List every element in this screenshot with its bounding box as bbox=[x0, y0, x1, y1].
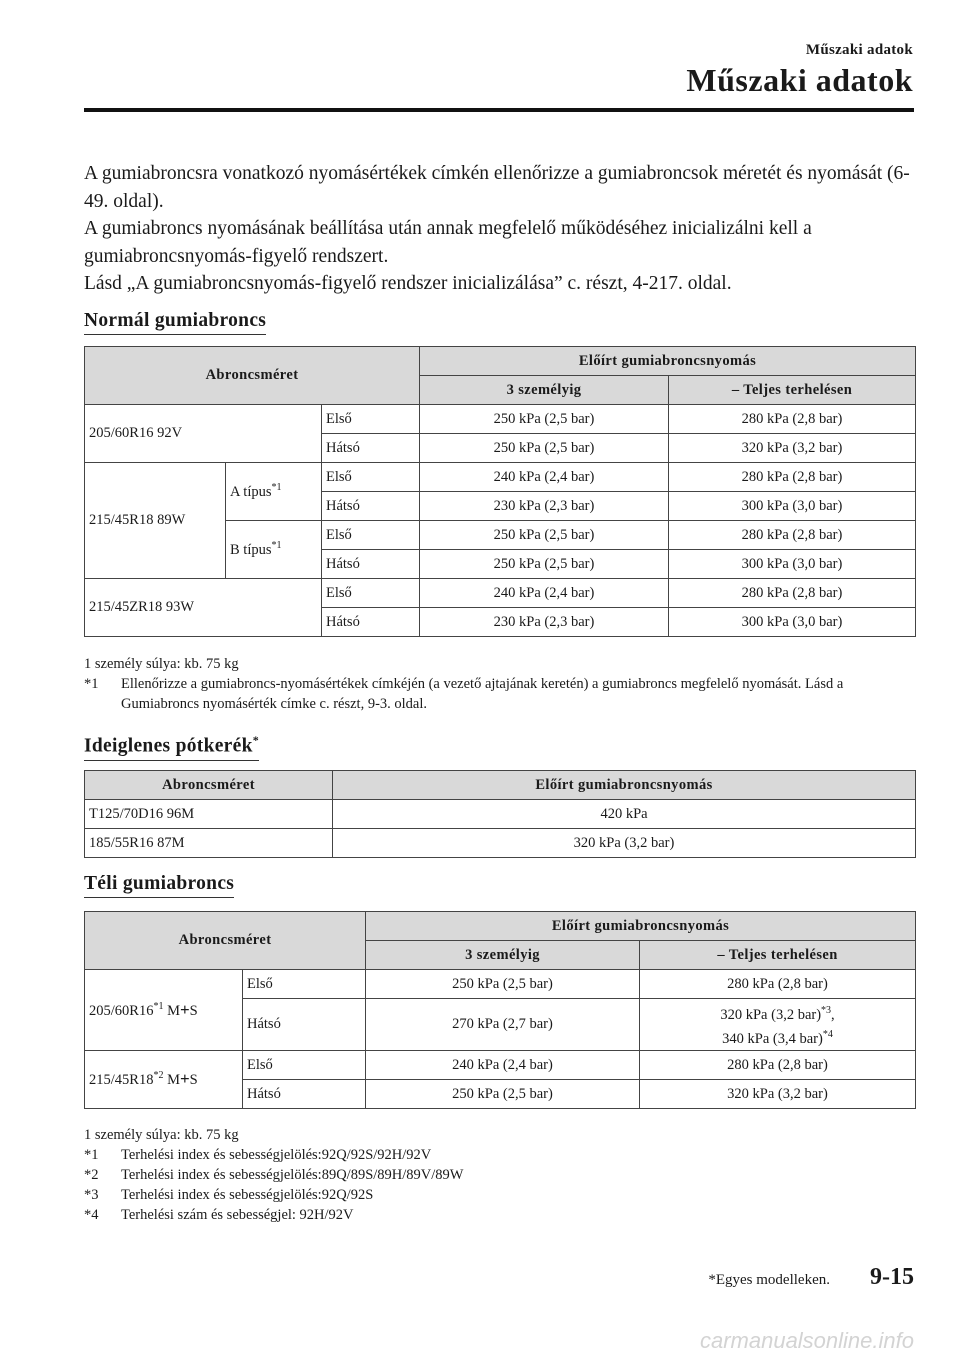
axle-rear: Hátsó bbox=[243, 1080, 366, 1109]
winter-notes bbox=[84, 1125, 914, 1225]
axle-front: Első bbox=[243, 970, 366, 999]
pressure-value: 280 kPa (2,8 bar) bbox=[669, 463, 916, 492]
pressure-value: 270 kPa (2,7 bar) bbox=[366, 999, 640, 1051]
pressure-value: 230 kPa (2,3 bar) bbox=[420, 608, 669, 637]
pressure-value: 300 kPa (3,0 bar) bbox=[669, 492, 916, 521]
pressure-value: 320 kPa (3,2 bar)$^{*3}$, 340 kPa (3,4 bar)$^{*4}$ bbox=[640, 999, 916, 1051]
pressure-value: 250 kPa (2,5 bar) bbox=[366, 970, 640, 999]
header-size: Abroncsméret bbox=[85, 912, 366, 970]
pressure-value: 320 kPa (3,2 bar) bbox=[640, 1080, 916, 1109]
pressure-value: 280 kPa (2,8 bar) bbox=[669, 405, 916, 434]
page-number: 9-15 bbox=[870, 1264, 914, 1290]
pressure-value: 250 kPa (2,5 bar) bbox=[420, 550, 669, 579]
pressure-value: 280 kPa (2,8 bar) bbox=[640, 970, 916, 999]
tyre-size: T125/70D16 96M bbox=[85, 800, 333, 829]
tyre-type-a: A típus$^{*1}$ bbox=[226, 463, 322, 521]
pressure-value: 240 kPa (2,4 bar) bbox=[420, 579, 669, 608]
note-weight: 1 személy súlya: kb. 75 kg bbox=[84, 656, 239, 672]
axle-front: Első bbox=[322, 405, 420, 434]
tyre-size: 205/60R16 92V bbox=[85, 405, 322, 463]
header-3-persons: 3 személyig bbox=[420, 376, 669, 405]
pressure-value: 300 kPa (3,0 bar) bbox=[669, 608, 916, 637]
axle-front: Első bbox=[243, 1051, 366, 1080]
normal-tyre-table bbox=[84, 346, 916, 637]
intro-paragraph: A gumiabroncs nyomásának beállítása után annak megfelelő működéséhez inicializálni kell a gumiabroncsnyomás-figyelő rendszert. bbox=[84, 218, 812, 267]
header-size: Abroncsméret bbox=[85, 771, 333, 800]
pressure-value: 250 kPa (2,5 bar) bbox=[420, 434, 669, 463]
pressure-value: 300 kPa (3,0 bar) bbox=[669, 550, 916, 579]
header-pressure: Előírt gumiabroncsnyomás bbox=[420, 347, 916, 376]
pressure-value: 280 kPa (2,8 bar) bbox=[640, 1051, 916, 1080]
axle-rear: Hátsó bbox=[322, 608, 420, 637]
header-size: Abroncsméret bbox=[85, 347, 420, 405]
tyre-size: 215/45R18$^{*2}$ M+S bbox=[85, 1051, 243, 1109]
tyre-size: 215/45ZR18 93W bbox=[85, 579, 322, 637]
intro-paragraph: A gumiabroncsra vonatkozó nyomásértékek címkén ellenőrizze a gumiabroncsok méretét és nyomását (6-49. oldal). bbox=[84, 163, 910, 212]
footnote bbox=[84, 674, 914, 714]
tyre-size: 215/45R18 89W bbox=[85, 463, 226, 579]
axle-front: Első bbox=[322, 463, 420, 492]
mud-snow-plus-icon: + bbox=[179, 1068, 190, 1088]
axle-rear: Hátsó bbox=[322, 550, 420, 579]
mud-snow-plus-icon: + bbox=[179, 999, 190, 1019]
pressure-value: 240 kPa (2,4 bar) bbox=[366, 1051, 640, 1080]
spare-tyre-table bbox=[84, 770, 916, 858]
note-weight: 1 személy súlya: kb. 75 kg bbox=[84, 1127, 239, 1143]
intro-text bbox=[84, 160, 914, 298]
header-rule bbox=[84, 108, 914, 112]
footnote: *3 Terhelési index és sebességjelölés:92Q/92S bbox=[84, 1187, 374, 1203]
footnote: *2 Terhelési index és sebességjelölés:89Q/89S/89H/89V/89W bbox=[84, 1167, 464, 1183]
watermark: carmanualsonline.info bbox=[699, 1328, 914, 1353]
axle-rear: Hátsó bbox=[243, 999, 366, 1051]
pressure-value: 230 kPa (2,3 bar) bbox=[420, 492, 669, 521]
section-title-normal: Normál gumiabroncs bbox=[84, 310, 266, 335]
axle-rear: Hátsó bbox=[322, 492, 420, 521]
winter-tyre-table bbox=[84, 911, 916, 1109]
footnote: *4 Terhelési szám és sebességjel: 92H/92V bbox=[84, 1207, 354, 1223]
pressure-value: 240 kPa (2,4 bar) bbox=[420, 463, 669, 492]
pressure-value: 280 kPa (2,8 bar) bbox=[669, 521, 916, 550]
pressure-value: 280 kPa (2,8 bar) bbox=[669, 579, 916, 608]
header-3-persons: 3 személyig bbox=[366, 941, 640, 970]
header-pressure: Előírt gumiabroncsnyomás bbox=[366, 912, 916, 941]
footnote: *1 Terhelési index és sebességjelölés:92Q/92S/92H/92V bbox=[84, 1147, 432, 1163]
running-header-title: Műszaki adatok bbox=[686, 62, 913, 98]
footnote-key: *1 bbox=[84, 676, 99, 692]
pressure-value: 250 kPa (2,5 bar) bbox=[420, 521, 669, 550]
tyre-type-b: B típus$^{*1}$ bbox=[226, 521, 322, 579]
footnote-text: Ellenőrizze a gumiabroncs-nyomásértékek címkéjén (a vezető ajtajának keretén) a gumiabroncs megfelelő nyomását. Lásd a Gumiabroncs nyomásérték címke c. részt, 9-3. oldal. bbox=[121, 676, 844, 712]
header-pressure: Előírt gumiabroncsnyomás bbox=[333, 771, 916, 800]
pressure-value: 250 kPa (2,5 bar) bbox=[366, 1080, 640, 1109]
running-header-small: Műszaki adatok bbox=[805, 42, 913, 58]
header-full-load: – Teljes terhelésen bbox=[640, 941, 916, 970]
pressure-value: 320 kPa (3,2 bar) bbox=[669, 434, 916, 463]
header-full-load: – Teljes terhelésen bbox=[669, 376, 916, 405]
pressure-value: 250 kPa (2,5 bar) bbox=[420, 405, 669, 434]
pressure-value: 420 kPa bbox=[333, 800, 916, 829]
normal-notes bbox=[84, 654, 914, 714]
tyre-size: 205/60R16$^{*1}$ M+S bbox=[85, 970, 243, 1051]
axle-front: Első bbox=[322, 579, 420, 608]
axle-front: Első bbox=[322, 521, 420, 550]
section-title-spare: Ideiglenes pótkerék* bbox=[84, 733, 259, 761]
section-title-winter: Téli gumiabroncs bbox=[84, 873, 234, 898]
axle-rear: Hátsó bbox=[322, 434, 420, 463]
pressure-value: 320 kPa (3,2 bar) bbox=[333, 829, 916, 858]
footer-note: *Egyes modelleken. bbox=[708, 1272, 830, 1288]
tyre-size: 185/55R16 87M bbox=[85, 829, 333, 858]
intro-paragraph: Lásd „A gumiabroncsnyomás-figyelő rendszer inicializálása” c. részt, 4-217. oldal. bbox=[84, 273, 732, 294]
